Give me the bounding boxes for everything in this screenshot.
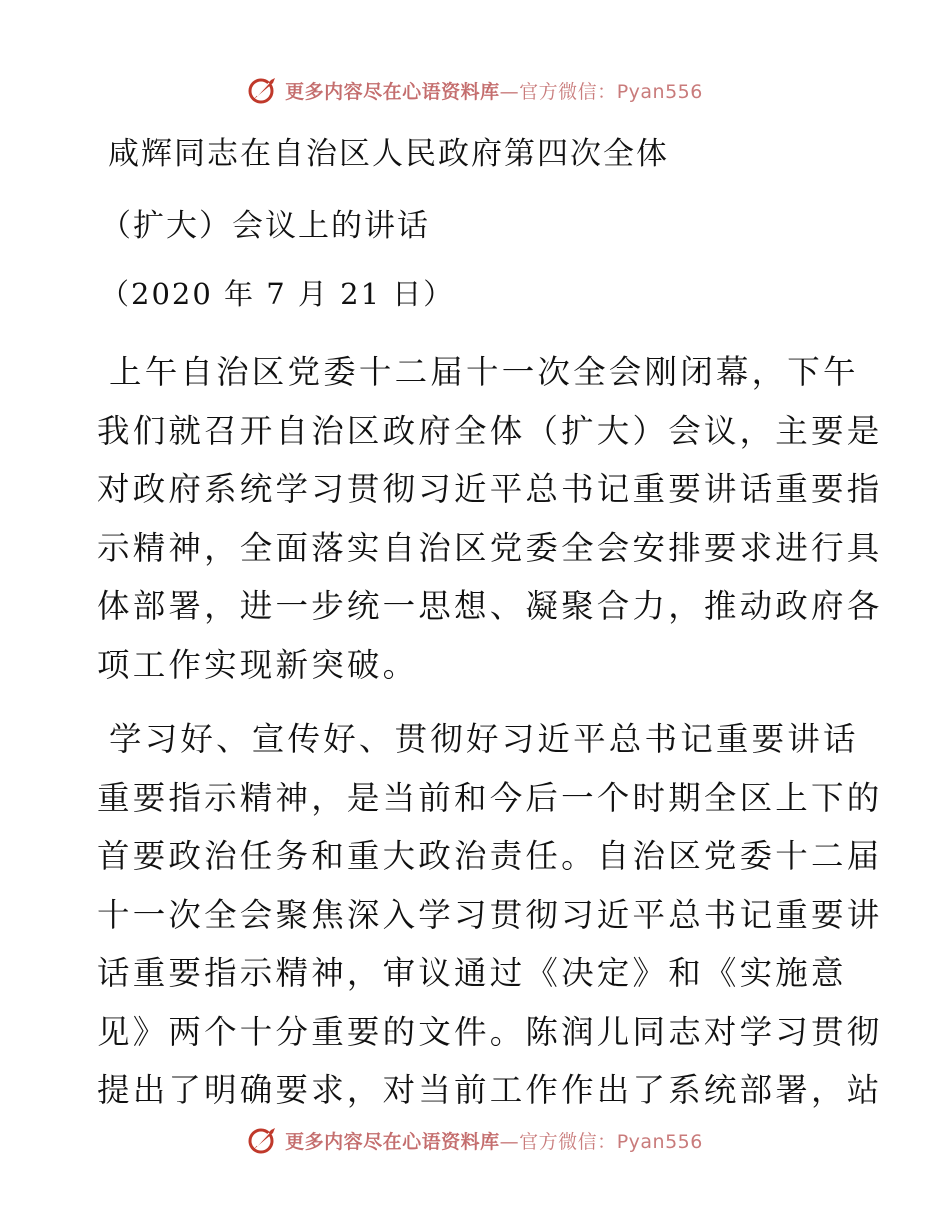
paragraph-line: 学习好、宣传好、贯彻好习近平总书记重要讲话 — [109, 720, 859, 758]
paragraph-line: 十一次全会聚焦深入学习贯彻习近平总书记重要讲 — [97, 895, 883, 934]
document-title-line-1: 咸辉同志在自治区人民政府第四次全体 — [108, 136, 669, 172]
paragraph-1 — [97, 343, 883, 694]
watermark-main-text: 更多内容尽在心语资料库 — [285, 1130, 500, 1153]
watermark-dash: — — [499, 1130, 520, 1153]
quill-logo-icon — [247, 1124, 279, 1156]
watermark-main-text: 更多内容尽在心语资料库 — [285, 80, 500, 103]
watermark-wechat-id: Pyan556 — [616, 80, 703, 103]
watermark-sub-text: 官方微信： — [519, 1130, 617, 1153]
paragraph-line: 上午自治区党委十二届十一次全会刚闭幕，下午 — [109, 353, 859, 391]
paragraph-line: 对政府系统学习贯彻习近平总书记重要讲话重要指 — [97, 470, 883, 508]
header-watermark — [0, 70, 950, 110]
document-date: （2020 年 7 月 21 日） — [100, 277, 455, 311]
paragraph-line: 我们就召开自治区政府全体（扩大）会议，主要是 — [97, 411, 883, 450]
paragraph-line: 首要政治任务和重大政治责任。自治区党委十二届 — [97, 837, 883, 875]
paragraph-2 — [97, 710, 883, 1120]
paragraph-line: 示精神，全面落实自治区党委全会安排要求进行具 — [97, 528, 883, 567]
watermark-wechat-id: Pyan556 — [616, 1130, 703, 1153]
watermark-dash: — — [499, 80, 520, 103]
paragraph-line: 提出了明确要求，对当前工作作出了系统部署，站 — [97, 1071, 883, 1109]
footer-watermark — [0, 1120, 950, 1160]
watermark-sub-text: 官方微信： — [519, 80, 617, 103]
paragraph-line: 话重要指示精神，审议通过《决定》和《实施意 — [97, 954, 847, 992]
quill-logo-icon — [247, 74, 279, 106]
paragraph-line: 体部署，进一步统一思想、凝聚合力，推动政府各 — [97, 587, 883, 625]
paragraph-line: 项工作实现新突破。 — [97, 645, 419, 684]
paragraph-line: 见》两个十分重要的文件。陈润儿同志对学习贯彻 — [97, 1012, 883, 1051]
document-title-line-2: （扩大）会议上的讲话 — [100, 208, 430, 244]
paragraph-line: 重要指示精神，是当前和今后一个时期全区上下的 — [97, 778, 883, 817]
